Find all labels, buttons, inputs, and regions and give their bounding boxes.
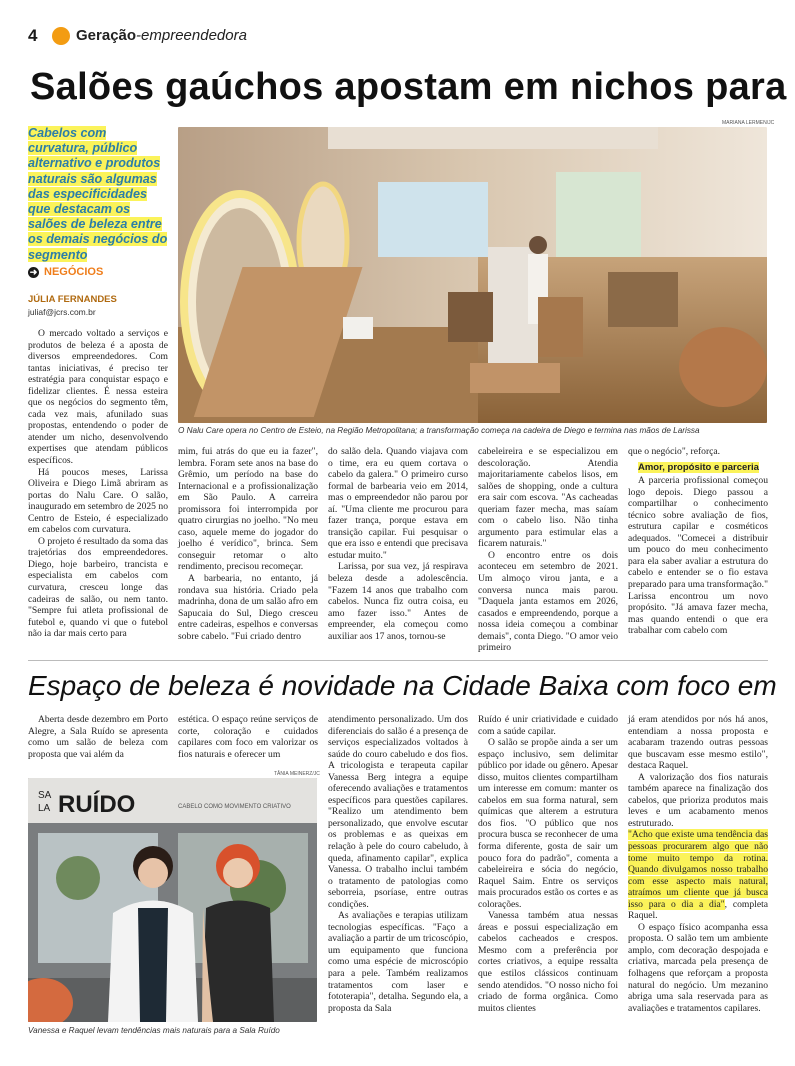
section-tag xyxy=(28,266,103,278)
paragraph: do salão dela. Quando viajava com o time, era eu quem cortava o cabelo da galera." O primeiro curso formal de barbearia veio em 2014, mas o empreendedor não parou por aí. "Uma cliente me procurou para fazer trança, porque estava em transição capilar. Fui pesquisar o que era isso e entendi que precisava estudar muito." xyxy=(328,446,468,561)
author-name: JÚLIA FERNANDES xyxy=(28,294,117,305)
article-1-column-4 xyxy=(478,446,618,654)
section-prefix: Geração xyxy=(76,27,137,44)
paragraph: O salão se propõe ainda a ser um espaço inclusivo, sem delimitar público por idade ou gênero. Apesar disso, muitos clientes compartilham um interesse em comum: manter os cabelos em sua forma natural, sem químicas que alterem a estrutura dos fios. "O público que nos procura busca se reconhecer de uma forma diferente, gosta de sair um pouco fora do padrão", comenta a cabeleireira e sócia do negócio, Raquel Saim. Entre os serviços mais procurados estão os cortes e as colorações. xyxy=(478,737,618,910)
section-dot-icon xyxy=(52,27,70,45)
article-2-column-5 xyxy=(628,714,768,1014)
article-1-column-1 xyxy=(28,328,168,640)
lead-text: Cabelos com curvatura, público alternativo e produtos naturais são algumas das especificidades que destacam os salões de beleza entre os demais negócios do segmento xyxy=(28,126,168,262)
paragraph: O mercado voltado a serviços e produtos de beleza é a aposta de diversos empreendedores. Com tantas iniciativas, é preciso ter estratégia para conquistar espaço e fidelizar clientes. É nessa esteira que os negócios do segmento têm, cada vez mais, afunilado suas propostas, entendendo o poder de atender um nicho, desenvolvendo expertises que atendam públicos específicos. xyxy=(28,328,168,467)
paragraph: Larissa, por sua vez, já respirava beleza desde a adolescência. "Fazem 14 anos que trabalho com cabelos. Nunca fiz outra coisa, eu amo fazer isso." Antes de empreender, ela começou como auxiliar aos 17 anos, tornou-se xyxy=(328,561,468,642)
headline-article-2: Espaço de beleza é novidade na Cidade Baixa com foco em xyxy=(28,670,777,701)
salon-photo xyxy=(178,127,767,423)
paragraph: cabeleireira e se especializou em descoloração. Atendia majoritariamente cabelos lisos, em salões de shopping, onde a cultura era sair com escova. "As cacheadas queriam fazer mecha, mas saíam com o cabelo liso. Não tinha argumento para estimular elas a ficarem naturais." xyxy=(478,446,618,550)
photo-caption-2: Vanessa e Raquel levam tendências mais naturais para a Sala Ruído xyxy=(28,1026,280,1035)
sign-brand: RUÍDO xyxy=(58,791,136,818)
paragraph: As avaliações e terapias utilizam tecnologias específicas. "Faço a avaliação a partir de um tricoscópio, um equipamento que funciona como uma espécie de microscópio para a pele. Também realizamos tratamentos com laser e fototerapia", detalha. Segundo ela, a proposta da Sala xyxy=(328,910,468,1014)
arrow-right-icon: ➜ xyxy=(29,266,38,277)
paragraph: Há poucos meses, Larissa Oliveira e Diego Limã abriram as portas do Nalu Care. O salão, inaugurado em setembro de 2025 no Centro de Esteio, é especializado em cabelos com curvatura. xyxy=(28,466,168,536)
headline-article-1: Salões gaúchos apostam em nichos para xyxy=(30,66,787,108)
quote-attribution: , completa Raquel. xyxy=(628,898,768,922)
sign-line-2: LA xyxy=(38,803,51,814)
paragraph: O espaço físico acompanha essa proposta. O salão tem um ambiente amplo, com decoração despojada e criativa, marcada pela presença de folhagens que reforçam a proposta natural do negócio. Um mezanino abriga uma sala reservada para as avaliações e tratamentos capilares. xyxy=(628,921,768,1014)
salon-photo-illustration xyxy=(178,127,767,423)
author-email: juliaf@jcrs.com.br xyxy=(28,307,96,317)
article-2-column-4 xyxy=(478,714,618,1014)
paragraph: já eram atendidos por nós há anos, entendiam a nossa proposta e acabaram trazendo outras pessoas que buscavam esse mesmo estilo", destaca Raquel. xyxy=(628,714,768,772)
paragraph: A valorização dos fios naturais também aparece na finalização dos cabelos, que prioriza produtos mais leves e um acabamento menos estruturado. xyxy=(628,771,768,829)
article-2-column-2 xyxy=(178,714,318,760)
paragraph: A parceria profissional começou logo depois. Diego passou a compartilhar o conhecimento técnico sobre avaliação de fios, estrutura capilar e cosméticos adequados. "Comecei a distribuir um pouco do meu conhecimento para ela saber avaliar a estrutura do cabelo e entender se o fio estava preparado para uma transformação." Larissa encontrou um novo propósito. "Já amava fazer mecha, mas quando entendi o que era trabalhar com cabelo com xyxy=(628,475,768,637)
tag-label: NEGÓCIOS xyxy=(44,266,104,278)
article-1-lead xyxy=(28,126,168,263)
sala-ruido-illustration xyxy=(28,778,317,1022)
page-number: 4 xyxy=(28,26,38,45)
photo-credit-1: MARIANA LERMEN/JC xyxy=(722,120,775,126)
article-1-column-3 xyxy=(328,446,468,642)
sign-line-1: SA xyxy=(38,790,52,801)
article-1-column-5 xyxy=(628,446,768,637)
paragraph: A barbearia, no entanto, já rondava sua história. Criado pela madrinha, dona de um salão afro em Sapucaia do Sul, Diego cresceu entre cadeiras, espelhos e conversas sobre cabelo. "Fui criado dentro xyxy=(178,573,318,642)
paragraph: que o negócio", reforça. xyxy=(628,446,721,457)
paragraph: mim, fui atrás do que eu ia fazer", lembra. Foram sete anos na base do Grêmio, um período na base do Internacional e a profissionalização em São Paulo. A carreira promissora foi interrompida por quatro cirurgias no joelho. "No meu caso, aquele meme do jogador do joelho é verídico", brinca. Sem conseguir retomar o alto rendimento, precisou recomeçar. xyxy=(178,446,318,573)
paragraph: Aberta desde dezembro em Porto Alegre, a Sala Ruído se apresenta como um salão de beleza com proposta que vai além da xyxy=(28,714,168,760)
article-2-column-3 xyxy=(328,714,468,1014)
sala-ruido-photo xyxy=(28,778,317,1022)
paragraph: O encontro entre os dois aconteceu em setembro de 2021. Um almoço virou janta, e a conversa nunca mais parou. "Daquela janta estamos em 2026, casados e empreendendo, porque a nossa ideia começou a combinar demais", conta Diego. "O amor veio primeiro xyxy=(478,549,618,654)
sign-tagline: CABELO COMO MOVIMENTO CRIATIVO xyxy=(178,804,291,810)
photo-caption-1: O Nalu Care opera no Centro de Esteio, na Região Metropolitana; a transformação começa na cadeira de Diego e termina nas mãos de Larissa xyxy=(178,426,700,435)
subheading: Amor, propósito e parceria xyxy=(638,461,759,473)
section-title xyxy=(76,27,247,44)
article-1-column-2 xyxy=(178,446,318,642)
article-2-column-1 xyxy=(28,714,168,760)
paragraph: Ruído é unir criatividade e cuidado com a saúde capilar. xyxy=(478,714,618,737)
paragraph: estética. O espaço reúne serviços de corte, coloração e cuidados capilares com foco em valorizar os fios naturais e oferecer um xyxy=(178,714,318,760)
paragraph: O projeto é resultado da soma das trajetórias dos empreendedores. Diego, hoje barbeiro, trancista e especialista em cabelos com curvatura, cresceu longe das cadeiras de salão, ou nem tanto. "Sempre fui atleta profissional de futebol e, quando vi que o futebol não ia dar mais certo para xyxy=(28,535,169,640)
paragraph: Vanessa também atua nessas áreas e possui especialização em cabelos cacheados e crespos. Mesmo com a preferência por cortes criativos, a equipe ressalta que estilos clássicos continuam sendo atendidos. "O nosso nicho foi criado de forma orgânica. Como muitos clientes xyxy=(478,910,618,1014)
article-divider xyxy=(28,660,768,661)
paragraph: atendimento personalizado. Um dos diferenciais do salão é a presença de serviços especializados voltados à saúde do couro cabeludo e dos fios. A tricologista e terapeuta capilar Vanessa Berg integra a equipe oferecendo avaliações e tratamentos específicos para questões capilares. "Realizo um atendimento bem personalizado, que envolve escutar os problemas e as queixas em relação à pele do couro cabeludo, à queda, afinamento capilar", explica Vanessa. O trabalho inclui também o tratamento de patologias como seborreia, psoríase, entre outras condições. xyxy=(328,714,468,910)
section-suffix: -empreendedora xyxy=(136,27,247,44)
highlighted-quote: "Acho que existe uma tendência das pessoas procurarem algo que não tome muito tempo da rotina. Quando divulgamos nosso trabalho com esse aspecto mais natural, atraímos um cliente que já busca isso para o dia a dia" xyxy=(628,829,768,910)
photo-credit-2: TÂNIA MEINERZ/JC xyxy=(274,771,320,777)
